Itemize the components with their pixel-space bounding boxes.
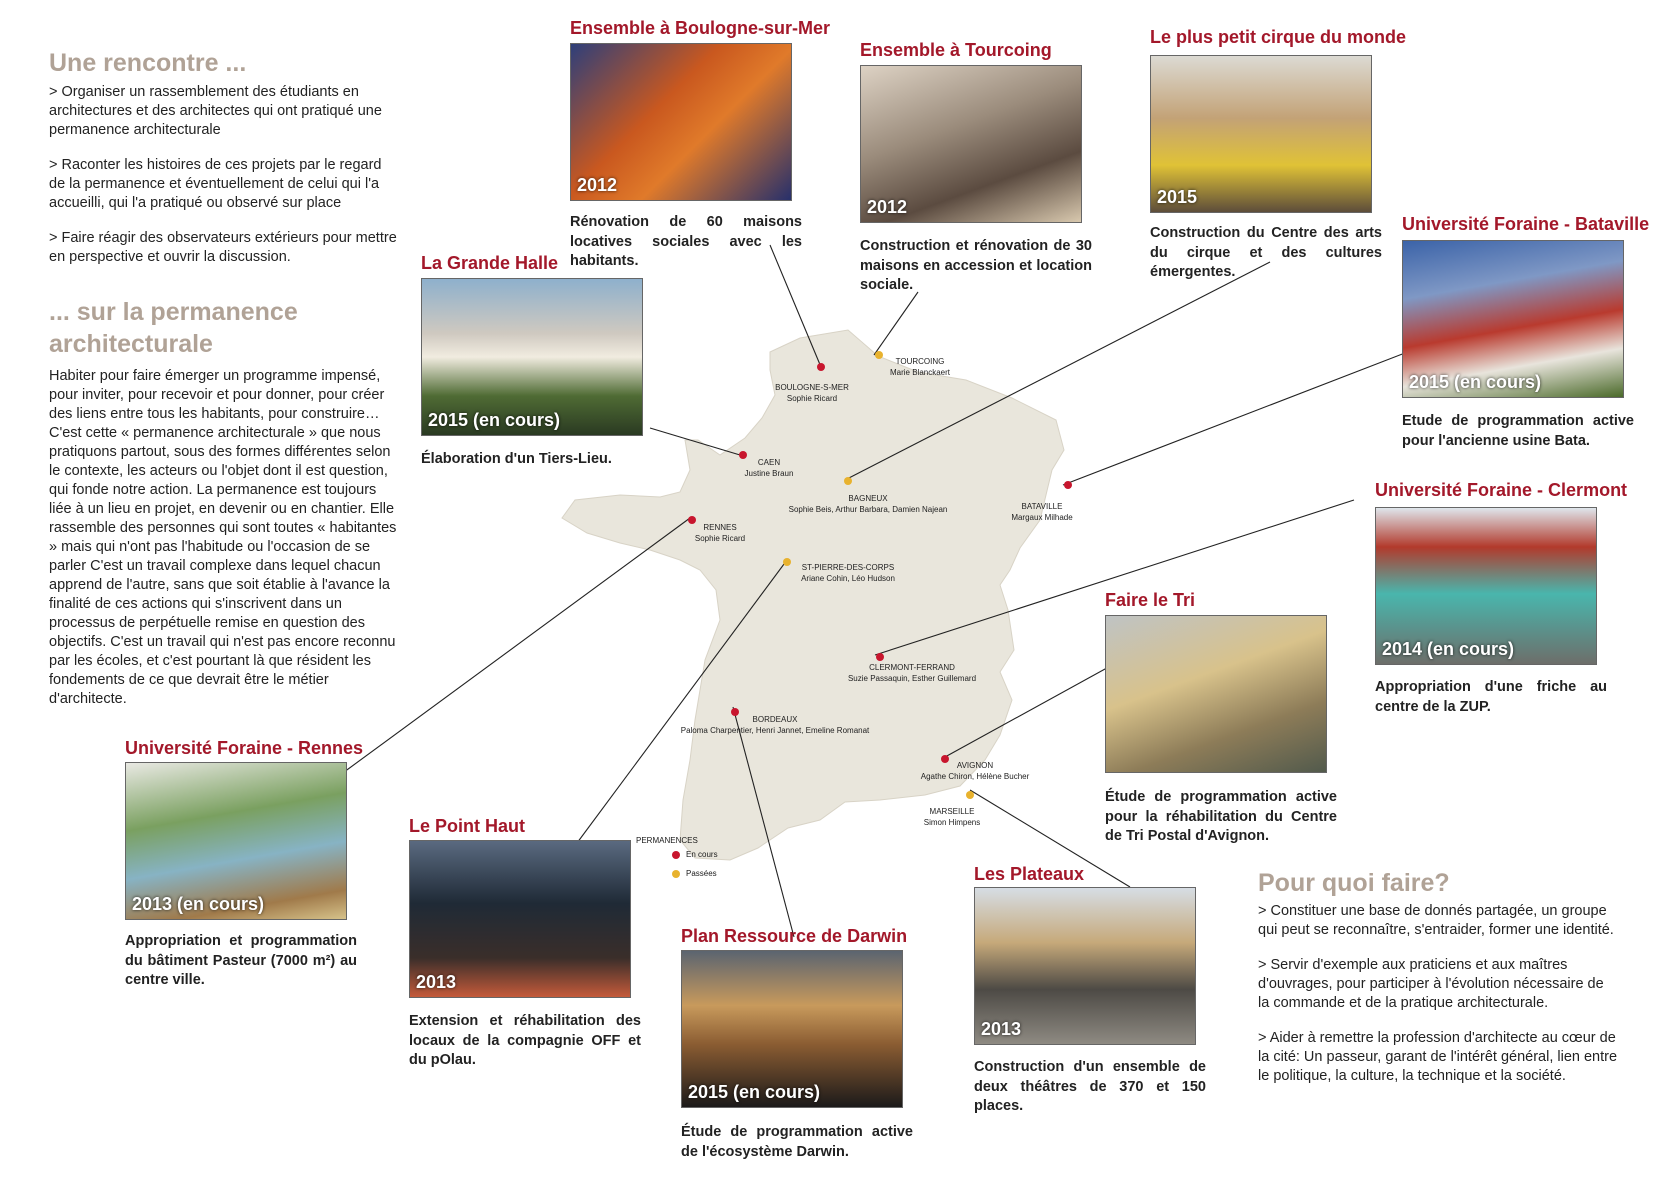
city-label-clermont bbox=[848, 662, 976, 684]
project-caption-darwin: Étude de programmation active de l'écosystème Darwin. bbox=[681, 1124, 913, 1160]
city-people: Sophie Beis, Arthur Barbara, Damien Najean bbox=[788, 505, 948, 514]
legend-title: PERMANENCES bbox=[636, 836, 698, 845]
city-name: BORDEAUX bbox=[752, 715, 798, 724]
city-name: RENNES bbox=[703, 523, 737, 532]
project-photo-rennes bbox=[125, 762, 347, 920]
leader-line-bataville bbox=[1063, 353, 1405, 485]
project-caption-rennes: Appropriation et programmation du bâtiment Pasteur (7000 m²) au centre ville. bbox=[125, 933, 357, 988]
project-photo-tourcoing bbox=[860, 65, 1082, 223]
project-year-plateaux: 2013 bbox=[981, 1019, 1022, 1039]
city-dot-clermont bbox=[876, 653, 884, 661]
legend-past-dot bbox=[672, 870, 680, 878]
city-people: Marie Blanckaert bbox=[889, 368, 951, 377]
project-title-tourcoing: Ensemble à Tourcoing bbox=[860, 40, 1052, 60]
outro-block bbox=[1258, 902, 1618, 1086]
project-year-boulogne: 2012 bbox=[577, 175, 618, 195]
intro-heading-2: ... sur la permanence architecturale bbox=[49, 298, 298, 358]
city-dot-bataville bbox=[1064, 481, 1072, 489]
project-photo-cirque bbox=[1150, 55, 1372, 213]
city-people: Paloma Charpentier, Henri Jannet, Emeline Romanat bbox=[680, 726, 870, 735]
project-title-boulogne: Ensemble à Boulogne-sur-Mer bbox=[570, 18, 831, 38]
outro-paragraph: > Servir d'exemple aux praticiens et aux maîtres d'ouvrages, pour participer à l'évolution nécessaire de la commande et de la pratique architecturale. bbox=[1258, 957, 1604, 1011]
project-title-grandehalle: La Grande Halle bbox=[421, 253, 559, 273]
project-title-clermont: Université Foraine - Clermont bbox=[1375, 480, 1628, 500]
intro-paragraph: > Organiser un rassemblement des étudiants en architectures et des architectes qui ont pratiqué une permanence architecturale bbox=[49, 84, 382, 138]
project-title-pointhaut: Le Point Haut bbox=[409, 816, 525, 836]
project-year-tourcoing: 2012 bbox=[867, 197, 908, 217]
city-people: Sophie Ricard bbox=[694, 534, 746, 543]
legend-current-label: En cours bbox=[686, 850, 718, 859]
intro-paragraph: > Faire réagir des observateurs extérieurs pour mettre en perspective et ouvrir la discussion. bbox=[49, 230, 397, 265]
city-people: Suzie Passaquin, Esther Guillemard bbox=[847, 674, 977, 683]
intro-block-1 bbox=[49, 83, 399, 267]
outro-paragraph: > Constituer une base de donnés partagée, un groupe qui peut se reconnaître, s'entraider, former une identité. bbox=[1258, 903, 1614, 938]
city-people: Margaux Milhade bbox=[1011, 513, 1073, 522]
project-photo-clermont bbox=[1375, 507, 1597, 665]
intro-paragraph: > Raconter les histoires de ces projets par le regard de la permanence et éventuellement de celui qui l'a accueilli, qui l'a pratiqué ou observé sur place bbox=[49, 157, 382, 211]
intro-heading-1: Une rencontre ... bbox=[49, 49, 247, 77]
city-dot-tourcoing bbox=[875, 351, 883, 359]
city-name: ST-PIERRE-DES-CORPS bbox=[801, 563, 895, 572]
city-label-tourcoing bbox=[890, 356, 950, 378]
project-year-clermont: 2014 (en cours) bbox=[1382, 639, 1515, 659]
city-label-boulogne bbox=[775, 382, 849, 404]
city-dot-bagneux bbox=[844, 477, 852, 485]
project-caption-cirque: Construction du Centre des arts du cirque et des cultures émergentes. bbox=[1150, 225, 1382, 280]
project-title-rennes: Université Foraine - Rennes bbox=[125, 738, 364, 758]
project-caption-tri: Étude de programmation active pour la réhabilitation du Centre de Tri Postal d'Avignon. bbox=[1105, 789, 1337, 844]
project-photo-grandehalle bbox=[421, 278, 643, 436]
legend-current-dot bbox=[672, 851, 680, 859]
project-caption-plateaux: Construction d'un ensemble de deux théâtres de 370 et 150 places. bbox=[974, 1059, 1206, 1114]
project-photo-plateaux bbox=[974, 887, 1196, 1045]
project-title-darwin: Plan Ressource de Darwin bbox=[681, 926, 908, 946]
city-dot-boulogne bbox=[817, 363, 825, 371]
project-title-cirque: Le plus petit cirque du monde bbox=[1150, 27, 1407, 47]
city-name: MARSEILLE bbox=[929, 807, 975, 816]
city-name: BATAVILLE bbox=[1021, 502, 1063, 511]
city-dot-stpierre bbox=[783, 558, 791, 566]
city-people: Justine Braun bbox=[744, 469, 794, 478]
city-dot-marseille bbox=[966, 791, 974, 799]
project-photo-boulogne bbox=[570, 43, 792, 201]
project-year-darwin: 2015 (en cours) bbox=[688, 1082, 821, 1102]
city-name: BAGNEUX bbox=[848, 494, 888, 503]
outro-paragraph: > Aider à remettre la profession d'architecte au cœur de la cité: Un passeur, garant de l'intérêt général, lien entre le politique, la culture, la technique et la société. bbox=[1258, 1030, 1618, 1084]
city-name: BOULOGNE-S-MER bbox=[775, 383, 849, 392]
city-name: CAEN bbox=[757, 458, 781, 467]
project-photo-pointhaut bbox=[409, 840, 631, 998]
city-name: CLERMONT-FERRAND bbox=[869, 663, 955, 672]
legend-past-label: Passées bbox=[686, 869, 717, 878]
city-label-avignon bbox=[921, 760, 1030, 782]
city-label-rennes bbox=[695, 522, 745, 544]
city-name: TOURCOING bbox=[895, 357, 945, 366]
intro-block-2: Habiter pour faire émerger un programme impensé, pour inviter, pour recevoir et pour donner, pour créer des liens entre tous les habitants, pour construire… C'est cette « permanence architecturale » que nous pratiquons partout, sous des formes différentes selon le contexte, les acteurs ou l'objet dont il est question, qui fonde notre action. La permanence est toujours liée à un lieu en projet, en devenir ou en chantier. Elle rassemble des personnes qui sont toutes « habitantes » mais qui n'ont pas l'habitude ou l'occasion de se parler C'est un travail complexe dans lequel chacun apprend de l'autre, sans que soit établie à l'avance la finalité de ces actions qui s'inscrivent dans un processus de perpétuelle remise en question des objectifs. C'est un travail qui n'est pas encore reconnu par les écoles, et c'est pourtant là que résident les fondements de ce que devrait être le métier d'architecte. bbox=[49, 368, 397, 707]
project-caption-pointhaut: Extension et réhabilitation des locaux de la compagnie OFF et du pOlau. bbox=[409, 1013, 641, 1068]
project-photo-tri bbox=[1105, 615, 1327, 773]
project-year-bataville: 2015 (en cours) bbox=[1409, 372, 1542, 392]
project-caption-grandehalle: Élaboration d'un Tiers-Lieu. bbox=[421, 451, 612, 467]
city-people: Agathe Chiron, Hélène Bucher bbox=[920, 772, 1030, 781]
project-title-plateaux: Les Plateaux bbox=[974, 864, 1085, 884]
project-year-cirque: 2015 bbox=[1157, 187, 1198, 207]
project-year-grandehalle: 2015 (en cours) bbox=[428, 410, 561, 430]
outro-heading: Pour quoi faire? bbox=[1258, 869, 1450, 897]
city-label-bagneux bbox=[789, 493, 948, 515]
project-caption-tourcoing: Construction et rénovation de 30 maisons en accession et location sociale. bbox=[860, 238, 1092, 293]
city-label-bataville bbox=[1011, 501, 1072, 523]
city-people: Simon Himpens bbox=[923, 818, 981, 827]
city-label-bordeaux bbox=[681, 714, 870, 736]
city-name: AVIGNON bbox=[956, 761, 994, 770]
city-people: Sophie Ricard bbox=[786, 394, 838, 403]
city-people: Ariane Cohin, Léo Hudson bbox=[801, 574, 895, 583]
project-photo-bataville bbox=[1402, 240, 1624, 398]
project-caption-boulogne: Rénovation de 60 maisons locatives sociales avec les habitants. bbox=[570, 214, 802, 269]
leader-line-tourcoing bbox=[874, 292, 918, 355]
city-label-marseille bbox=[924, 806, 980, 828]
project-photo-darwin bbox=[681, 950, 903, 1108]
project-year-pointhaut: 2013 bbox=[416, 972, 457, 992]
project-title-tri: Faire le Tri bbox=[1105, 590, 1196, 610]
project-year-rennes: 2013 (en cours) bbox=[132, 894, 265, 914]
city-label-stpierre bbox=[801, 562, 895, 584]
project-title-bataville: Université Foraine - Bataville bbox=[1402, 214, 1650, 234]
city-label-caen bbox=[745, 457, 794, 479]
project-caption-clermont: Appropriation d'une friche au centre de la ZUP. bbox=[1375, 679, 1607, 715]
project-caption-bataville: Etude de programmation active pour l'ancienne usine Bata. bbox=[1402, 413, 1634, 449]
